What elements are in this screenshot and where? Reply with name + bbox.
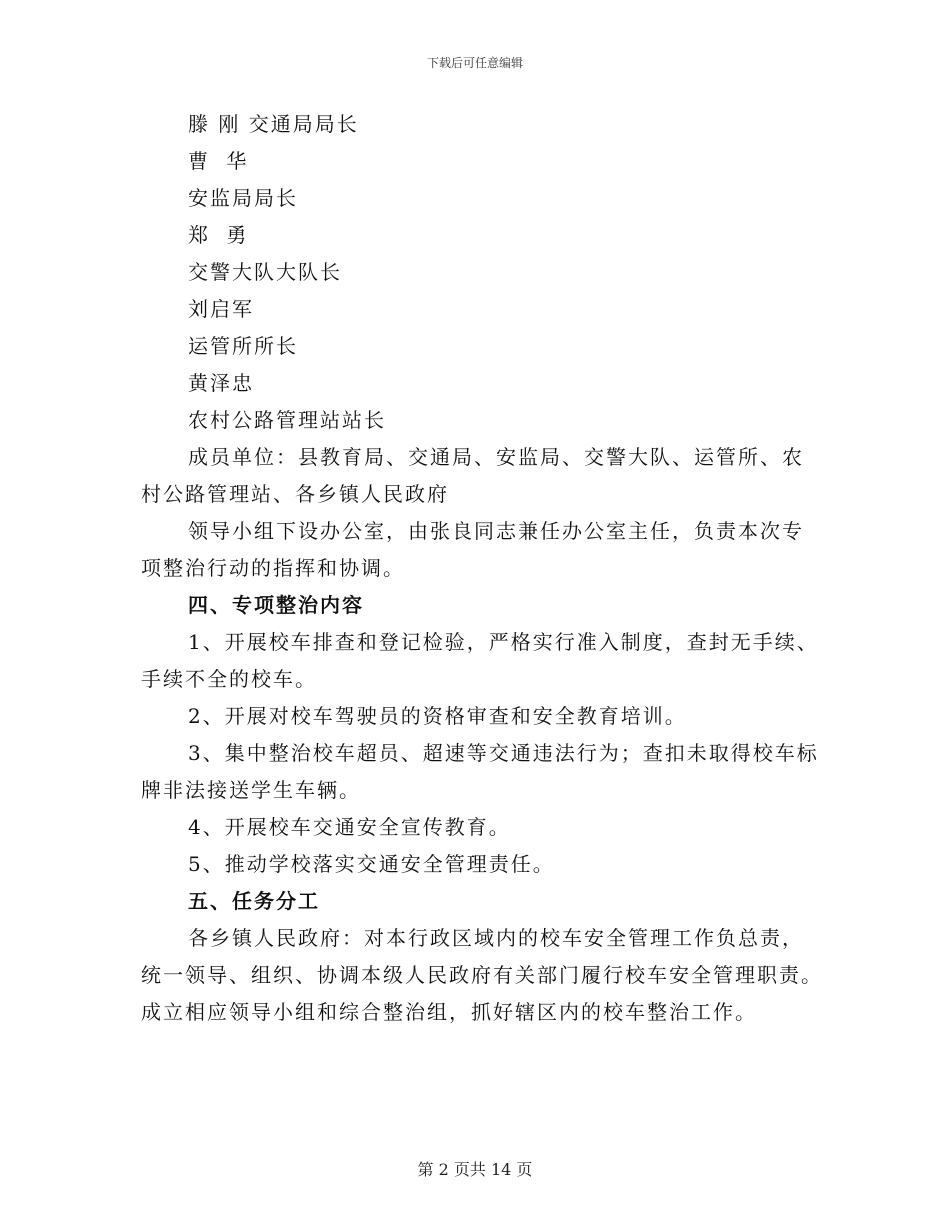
document-body (141, 106, 823, 1031)
paragraph-line: 村公路管理站、各乡镇人民政府 (141, 482, 449, 506)
paragraph-line: 统一领导、组织、协调本级人民政府有关部门履行校车安全管理职责。 (141, 963, 823, 987)
member-title: 运管所所长 (188, 334, 298, 358)
member-title: 交警大队大队长 (188, 260, 342, 284)
list-item: 4、开展校车交通安全宣传教育。 (188, 815, 511, 839)
member-line: 滕 刚 交通局局长 (188, 112, 359, 136)
member-name: 黄泽忠 (188, 371, 254, 395)
list-item-continued: 手续不全的校车。 (141, 667, 317, 691)
list-item: 1、开展校车排查和登记检验，严格实行准入制度，查封无手续、 (188, 630, 819, 654)
paragraph-line: 成员单位：县教育局、交通局、安监局、交警大队、运管所、农 (188, 445, 804, 469)
list-item: 5、推动学校落实交通安全管理责任。 (188, 852, 555, 876)
member-title: 农村公路管理站站长 (188, 408, 386, 432)
page-footer: 第 2 页共 14 页 (417, 1160, 533, 1179)
section-heading: 五、任务分工 (188, 889, 320, 913)
paragraph-line: 各乡镇人民政府：对本行政区域内的校车安全管理工作负总责， (188, 926, 804, 950)
member-name: 曹 华 (188, 149, 253, 173)
member-title: 安监局局长 (188, 186, 298, 210)
list-item: 3、集中整治校车超员、超速等交通违法行为；查扣未取得校车标 (188, 741, 819, 765)
paragraph-line: 项整治行动的指挥和协调。 (141, 556, 405, 580)
paragraph-line: 领导小组下设办公室，由张良同志兼任办公室主任，负责本次专 (188, 519, 804, 543)
page-header: 下载后可任意编辑 (426, 56, 523, 70)
member-name: 郑 勇 (188, 223, 253, 247)
list-item: 2、开展对校车驾驶员的资格审查和安全教育培训。 (188, 704, 687, 728)
list-item-continued: 牌非法接送学生车辆。 (141, 778, 361, 802)
section-heading: 四、专项整治内容 (188, 593, 364, 617)
member-name: 刘启军 (188, 297, 254, 321)
paragraph-line: 成立相应领导小组和综合整治组，抓好辖区内的校车整治工作。 (141, 1000, 757, 1024)
